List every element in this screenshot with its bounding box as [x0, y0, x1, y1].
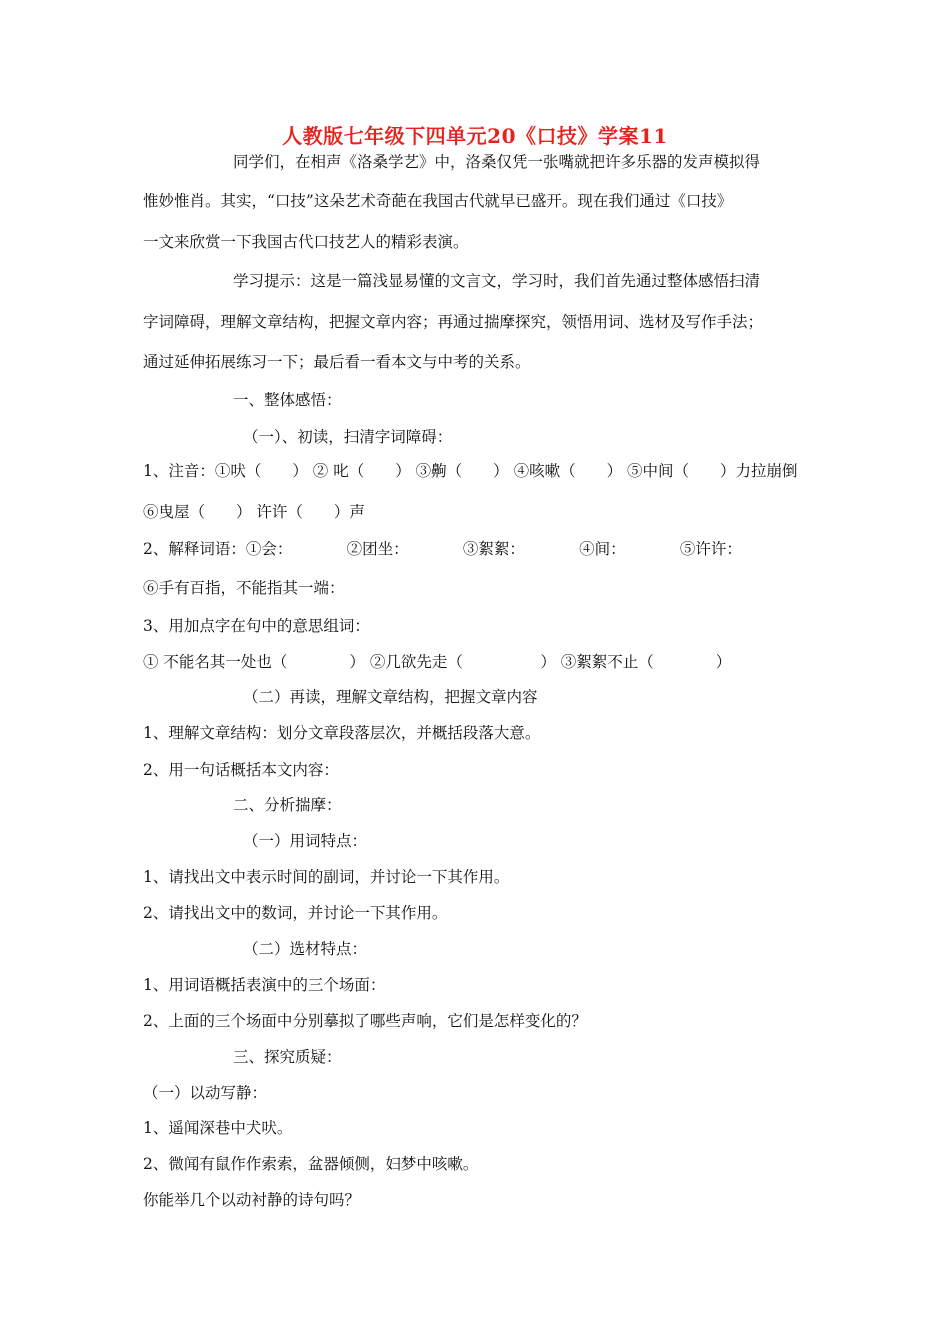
- intro-line-2: 惟妙惟肖。其实，“口技”这朵艺术奇葩在我国古代就早已盛开。现在我们通过《口技》: [143, 192, 733, 210]
- tip-line-3: 通过延伸拓展练习一下；最后看一看本文与中考的关系。: [143, 353, 531, 371]
- question-line: 1、遥闻深巷中犬吠。: [143, 1119, 293, 1137]
- question-line: 2、解释词语：①会： ②团坐： ③絮絮： ④间： ⑤许许：: [143, 540, 742, 558]
- question-line: 你能举几个以动衬静的诗句吗？: [143, 1191, 361, 1209]
- tip-line-2: 字词障碍，理解文章结构，把握文章内容；再通过揣摩探究，领悟用词、选材及写作手法；: [143, 313, 764, 331]
- question-line: 2、用一句话概括本文内容：: [143, 761, 339, 779]
- subsection-heading: （二）选材特点：: [243, 940, 368, 958]
- section-heading-1: 一、整体感悟：: [233, 391, 342, 409]
- question-line: ⑥曳屋（ ） 许许（ ）声: [143, 503, 365, 521]
- question-line: ① 不能名其一处也（ ） ②几欲先走（ ） ③絮絮不止（ ）: [143, 653, 732, 671]
- section-heading-3: 三、探究质疑：: [233, 1048, 342, 1066]
- document-title: 人教版七年级下四单元20《口技》学案11: [282, 124, 668, 148]
- subsection-heading: （一）用词特点：: [243, 832, 368, 850]
- intro-line-1: 同学们，在相声《洛桑学艺》中，洛桑仅凭一张嘴就把许多乐器的发声模拟得: [233, 153, 761, 171]
- question-line: 1、用词语概括表演中的三个场面：: [143, 976, 386, 994]
- question-line: 2、上面的三个场面中分别摹拟了哪些声响，它们是怎样变化的？: [143, 1012, 587, 1030]
- intro-line-3: 一文来欣赏一下我国古代口技艺人的精彩表演。: [143, 233, 469, 251]
- subsection-heading: （二）再读，理解文章结构，把握文章内容: [243, 688, 538, 706]
- subsection-heading: （一）以动写静：: [143, 1084, 268, 1102]
- question-line: 1、请找出文中表示时间的副词，并讨论一下其作用。: [143, 868, 510, 886]
- section-heading-2: 二、分析揣摩：: [233, 796, 342, 814]
- question-line: ⑥手有百指，不能指其一端：: [143, 579, 345, 597]
- subsection-heading: （一）、初读，扫清字词障碍：: [243, 428, 453, 446]
- question-line: 2、请找出文中的数词，并讨论一下其作用。: [143, 904, 448, 922]
- question-line: 1、理解文章结构：划分文章段落层次，并概括段落大意。: [143, 724, 541, 742]
- question-line: 3、用加点字在句中的意思组词：: [143, 617, 370, 635]
- question-line: 2、微闻有鼠作作索索，盆器倾侧，妇梦中咳嗽。: [143, 1155, 479, 1173]
- tip-line-1: 学习提示：这是一篇浅显易懂的文言文，学习时，我们首先通过整体感悟扫清: [233, 272, 761, 290]
- question-line: 1、注音：①吠（ ） ② 叱（ ） ③齁（ ） ④咳嗽（ ） ⑤中间（ ）力拉崩倒: [143, 462, 798, 480]
